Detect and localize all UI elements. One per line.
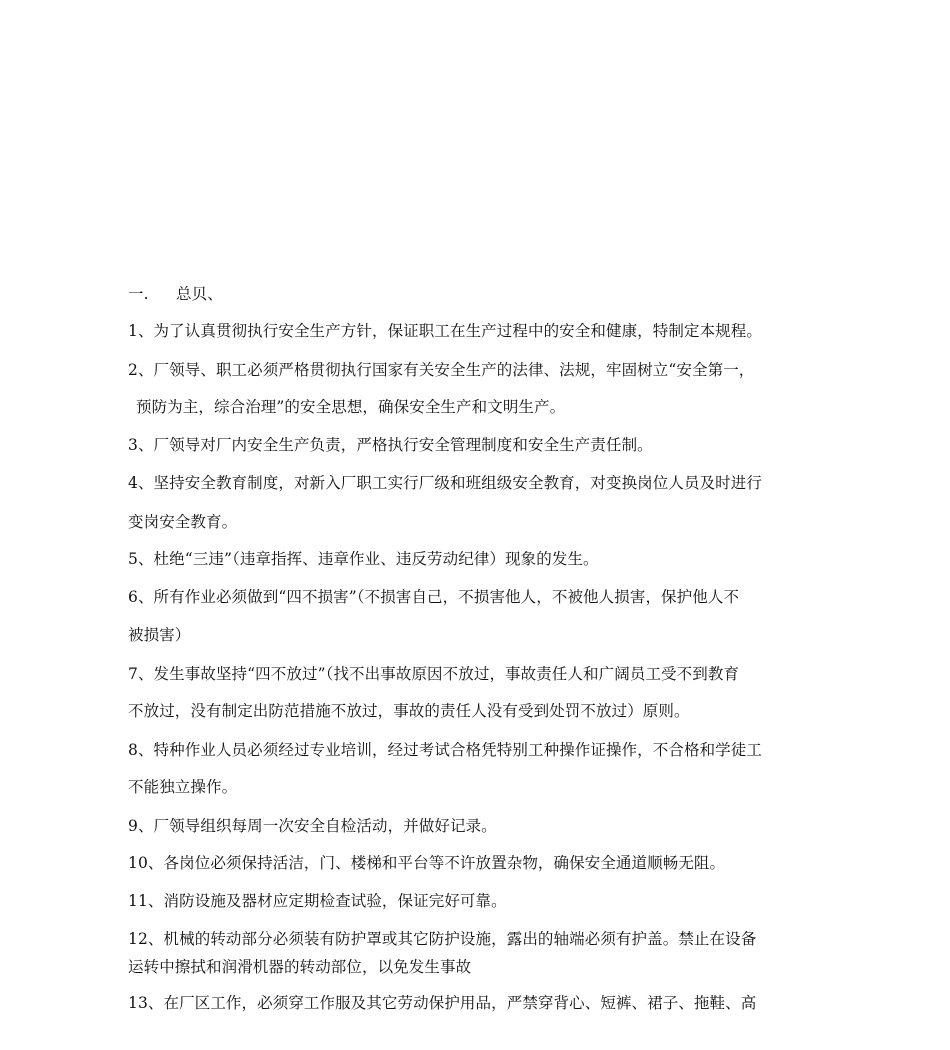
paragraph-line: 12、机械的转动部分必须装有防护罩或其它防护设施，露出的轴端必须有护盖。禁止在设备 (128, 930, 757, 948)
paragraph-line: 11、消防设施及器材应定期检查试验，保证完好可靠。 (128, 892, 507, 910)
paragraph-line: 预防为主，综合治理”的安全思想，确保安全生产和文明生产。 (136, 398, 566, 416)
paragraph-line: 10、各岗位必须保持活洁，门、楼梯和平台等不许放置杂物，确保安全通道顺畅无阻。 (128, 854, 726, 872)
paragraph-line: 运转中擦拭和润滑机器的转动部位，以免发生事故 (128, 958, 472, 976)
paragraph-line: 被损害） (128, 626, 191, 644)
section-number: 一. (128, 285, 149, 303)
paragraph-line: 3、厂领导对厂内安全生产负责，严格执行安全管理制度和安全生产责任制。 (128, 436, 653, 454)
paragraph-line: 7、发生事故坚持“四不放过”（找不出事故原因不放过，事故责任人和广阔员工受不到教育 (128, 665, 740, 683)
paragraph-line: 2、厂领导、职工必须严格贯彻执行国家有关安全生产的法律、法规，牢固树立“安全第一， (128, 361, 755, 379)
paragraph-line: 9、厂领导组织每周一次安全自检活动，并做好记录。 (128, 817, 497, 835)
paragraph-line: 不能独立操作。 (128, 778, 238, 796)
paragraph-line: 4、坚持安全教育制度，对新入厂职工实行厂级和班组级安全教育，对变换岗位人员及时进行 (128, 474, 762, 492)
paragraph-line: 1、为了认真贯彻执行安全生产方针，保证职工在生产过程中的安全和健康，特制定本规程。 (128, 322, 762, 340)
section-title: 总贝、 (176, 285, 223, 303)
paragraph-line: 8、特种作业人员必须经过专业培训，经过考试合格凭特别工种操作证操作，不合格和学徒工 (128, 741, 762, 759)
paragraph-line: 不放过，没有制定出防范措施不放过，事故的责任人没有受到处罚不放过）原则。 (128, 702, 690, 720)
paragraph-line: 13、在厂区工作，必须穿工作服及其它劳动保护用品，严禁穿背心、短裤、裙子、拖鞋、高 (128, 994, 757, 1012)
section-heading (128, 284, 828, 304)
paragraph-line: 5、杜绝“三违”（违章指挥、违章作业、违反劳动纪律）现象的发生。 (128, 550, 599, 568)
paragraph-line: 6、所有作业必须做到“四不损害”（不损害自己，不损害他人，不被他人损害，保护他人不 (128, 588, 740, 606)
paragraph-line: 变岗安全教育。 (128, 513, 238, 531)
